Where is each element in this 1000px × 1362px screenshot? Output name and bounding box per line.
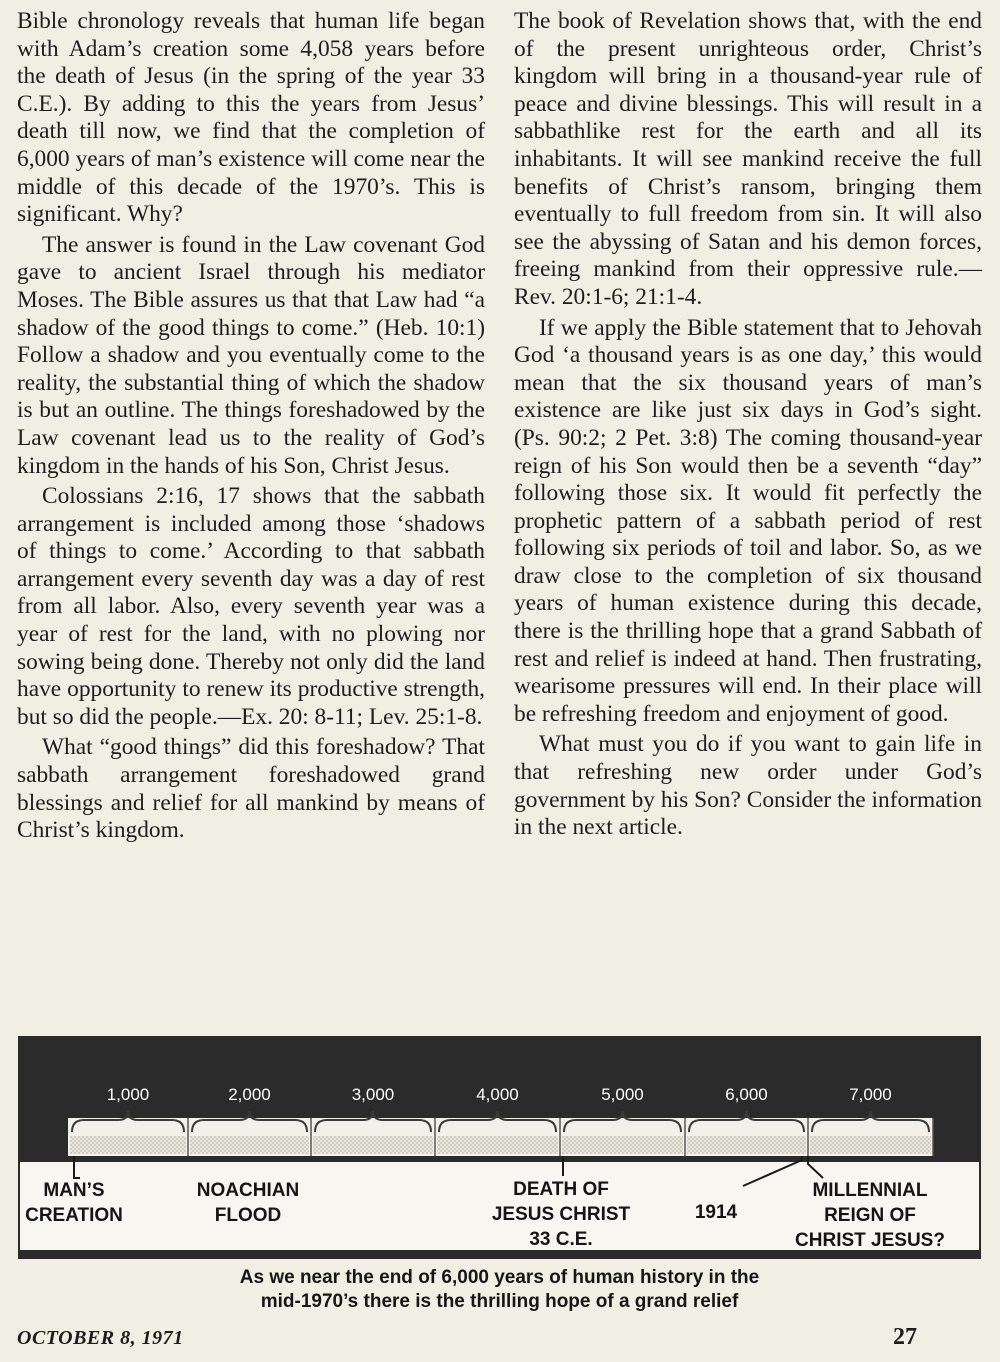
timeline-graphic bbox=[18, 1036, 981, 1259]
event-label: CHRIST JESUS? bbox=[795, 1230, 945, 1251]
event-label: 33 C.E. bbox=[529, 1229, 593, 1250]
event-label: JESUS CHRIST bbox=[491, 1204, 631, 1225]
event-label: MILLENNIAL bbox=[812, 1180, 928, 1201]
timeline-segment bbox=[437, 1136, 558, 1154]
timeline-segment bbox=[190, 1136, 309, 1154]
caption-line: As we near the end of 6,000 years of human history in the bbox=[239, 1267, 760, 1288]
event-label: REIGN OF bbox=[824, 1205, 916, 1226]
caption-line: mid-1970’s there is the thrilling hope of a grand relief bbox=[260, 1291, 739, 1312]
paragraph: The book of Revelation shows that, with the end of the present unrighteous order, Christ’s kingdom will bring in a thousand-year rule of peace and divine blessings. This will result in a sabbathlike rest for the earth and all its inhabitants. It will see mankind receive the full benefits of Christ’s ransom, bringing them eventually to full freedom from sin. It will also see the abyssing of Satan and his demon forces, freeing mankind from their oppressive rule.—Rev. 20:1-6; 21:1-4. bbox=[514, 8, 982, 310]
timeline-segment bbox=[810, 1136, 931, 1154]
paragraph: If we apply the Bible statement that to Jehovah God ‘a thousand years is as one day,’ this would mean that the six thousand years of man’s existence are like just six days in God’s sight. (Ps. 90:2; 2 Pet. 3:8) The coming thousand-year reign of his Son would then be a seventh “day” following those six. It would fit perfectly the prophetic pattern of a sabbath period of rest following six periods of toil and labor. So, as we draw close to the completion of six thousand years of human existence during this decade, there is the thrilling hope that a grand Sabbath of rest and relief is indeed at hand. Then frustrating, wearisome pressures will end. In their place will be refreshing freedom and enjoyment of good. bbox=[514, 314, 982, 727]
millennium-label: 5,000 bbox=[601, 1085, 644, 1104]
page-number: 27 bbox=[893, 1324, 917, 1350]
timeline-segment bbox=[70, 1136, 186, 1154]
paragraph: What must you do if you want to gain life in that refreshing new order under God’s government by his Son? Consider the information in the next article. bbox=[514, 731, 982, 841]
figure-caption bbox=[18, 1266, 981, 1314]
issue-date: OCTOBER 8, 1971 bbox=[17, 1327, 184, 1349]
millennium-label: 4,000 bbox=[476, 1085, 519, 1104]
article-left-column bbox=[17, 8, 485, 845]
event-label: NOACHIAN bbox=[196, 1180, 300, 1201]
event-label: FLOOD bbox=[214, 1205, 282, 1226]
event-label: 1914 bbox=[694, 1202, 738, 1223]
event-label: DEATH OF bbox=[513, 1179, 609, 1200]
millennium-label: 2,000 bbox=[228, 1085, 271, 1104]
article-right-column bbox=[514, 8, 982, 842]
paragraph: The answer is found in the Law covenant God gave to ancient Israel through his mediator Moses. The Bible assures us that that Law had “a shadow of the good things to come.” (Heb. 10:1) Follow a shadow and you eventually come to the reality, the substantial thing of which the shadow is but an outline. The things foreshadowed by the Law covenant lead us to the reality of God’s kingdom in the hands of his Son, Christ Jesus. bbox=[17, 231, 485, 479]
millennium-label: 7,000 bbox=[849, 1085, 892, 1104]
timeline-segment bbox=[313, 1136, 433, 1154]
timeline-segment bbox=[562, 1136, 683, 1154]
event-label: MAN’S bbox=[43, 1180, 105, 1201]
millennium-label: 1,000 bbox=[106, 1085, 150, 1104]
millennium-label: 3,000 bbox=[351, 1085, 395, 1104]
paragraph: Bible chronology reveals that human life began with Adam’s creation some 4,058 years before the death of Jesus (in the spring of the year 33 C.E.). By adding to this the years from Jesus’ death till now, we find that the completion of 6,000 years of man’s existence will come near the middle of this decade of the 1970’s. This is significant. Why? bbox=[17, 8, 485, 228]
timeline-diagram bbox=[18, 1036, 981, 1259]
millennium-label: 6,000 bbox=[725, 1085, 768, 1104]
event-label: CREATION bbox=[25, 1205, 123, 1226]
timeline-segment bbox=[687, 1136, 806, 1154]
paragraph: Colossians 2:16, 17 shows that the sabbath arrangement is included among those ‘shadows of things to come.’ According to that sabbath arrangement every seventh day was a day of rest from all labor. Also, every seventh year was a year of rest for the land, with no plowing nor sowing being done. Thereby not only did the land have opportunity to renew its productive strength, but so did the people.—Ex. 20: 8-11; Lev. 25:1-8. bbox=[17, 483, 485, 730]
paragraph: What “good things” did this foreshadow? That sabbath arrangement foreshadowed grand blessings and relief for all mankind by means of Christ’s kingdom. bbox=[17, 734, 485, 844]
